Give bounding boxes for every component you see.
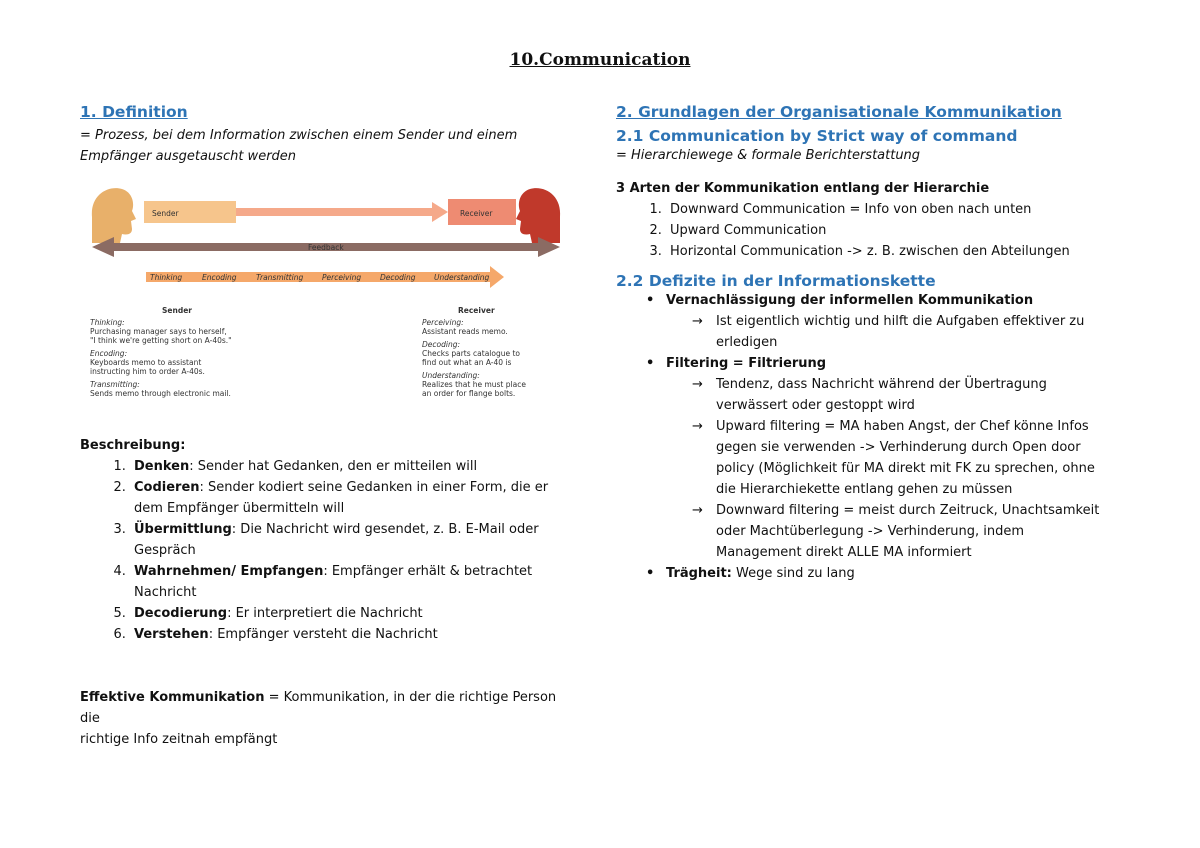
sender-label: Sender bbox=[152, 209, 179, 218]
bullet-icon: • bbox=[646, 293, 655, 308]
receiver-note-understanding-1: Realizes that he must place bbox=[422, 380, 526, 389]
page-title: 10.Communication bbox=[509, 50, 691, 70]
sender-note-encoding-label: Encoding: bbox=[90, 349, 128, 358]
arten-list bbox=[616, 199, 1116, 262]
sender-note-encoding-1: Keyboards memo to assistant bbox=[90, 358, 202, 367]
receiver-label: Receiver bbox=[460, 209, 493, 218]
list-item: 1. Denken: Sender hat Gedanken, den er mitteilen will bbox=[130, 456, 580, 477]
step-transmitting: Transmitting bbox=[256, 273, 304, 282]
receiver-note-decoding-label: Decoding: bbox=[422, 340, 460, 349]
receiver-note-perceiving-1: Assistant reads memo. bbox=[422, 327, 508, 336]
arrow-item-cont: policy (Möglichkeit für MA direkt mit FK zu sprechen, ohne bbox=[716, 461, 1095, 476]
arrow-item: → Tendenz, dass Nachricht während der Übertragung bbox=[616, 374, 1116, 395]
beschreibung-heading: Beschreibung: bbox=[80, 438, 186, 453]
list-item: 1. Downward Communication = Info von oben nach unten bbox=[666, 199, 1116, 220]
list-item: 2. Upward Communication bbox=[666, 220, 1116, 241]
list-item: 6. Verstehen: Empfänger versteht die Nachricht bbox=[130, 624, 580, 645]
strict-command-heading: 2.1 Communication by Strict way of command bbox=[616, 127, 1018, 145]
list-item: 3. Horizontal Communication -> z. B. zwischen den Abteilungen bbox=[666, 241, 1116, 262]
bullet-informelle: • Vernachlässigung der informellen Kommunikation bbox=[616, 290, 1116, 311]
arrow-item-cont: oder Machtüberlegung -> Verhinderung, indem bbox=[716, 524, 1025, 539]
list-item: 2. Codieren: Sender kodiert seine Gedanken in einer Form, die er dem Empfänger übermitteln will bbox=[130, 477, 580, 519]
sender-note-encoding-2: instructing him to order A-40s. bbox=[90, 367, 205, 376]
sender-note-thinking-1: Purchasing manager says to herself, bbox=[90, 327, 227, 336]
bullet-icon: • bbox=[646, 356, 655, 371]
receiver-note-understanding-2: an order for flange bolts. bbox=[422, 389, 516, 398]
receiver-heading: Receiver bbox=[458, 306, 495, 315]
communication-process-diagram bbox=[80, 177, 570, 427]
grundlagen-heading: 2. Grundlagen der Organisationale Kommunikation bbox=[616, 103, 1062, 121]
bullet-filtering: • Filtering = Filtrierung bbox=[616, 353, 1116, 374]
arrow-item-cont: erledigen bbox=[716, 335, 778, 350]
arrow-right-icon: → bbox=[692, 377, 703, 392]
arrow-item-cont: gegen sie verwenden -> Verhinderung durch Open door bbox=[716, 440, 1081, 455]
step-perceiving: Perceiving bbox=[322, 273, 362, 282]
list-item: 3. Übermittlung: Die Nachricht wird gesendet, z. B. E-Mail oder Gespräch bbox=[130, 519, 580, 561]
arrow-item: → Downward filtering = meist durch Zeitruck, Unachtsamkeit bbox=[616, 500, 1116, 521]
sender-note-transmitting-label: Transmitting: bbox=[90, 380, 140, 389]
receiver-note-decoding-2: find out what an A-40 is bbox=[422, 358, 512, 367]
sender-arrow bbox=[236, 202, 448, 222]
step-understanding: Understanding bbox=[434, 273, 490, 282]
definition-text-1: = Prozess, bei dem Information zwischen einem Sender und einem bbox=[80, 128, 518, 143]
arrow-item: → Upward filtering = MA haben Angst, der Chef könne Infos bbox=[616, 416, 1116, 437]
step-decoding: Decoding bbox=[380, 273, 416, 282]
sender-head-icon bbox=[92, 188, 136, 243]
sender-note-thinking-2: "I think we're getting short on A-40s." bbox=[90, 336, 232, 345]
bullet-icon: • bbox=[646, 566, 655, 581]
effektive-kommunikation: Effektive Kommunikation = Kommunikation, in der die richtige Person die bbox=[80, 690, 557, 726]
arrow-item-cont: Management direkt ALLE MA informiert bbox=[716, 545, 972, 560]
sender-note-transmitting-1: Sends memo through electronic mail. bbox=[90, 389, 231, 398]
defizite-heading: 2.2 Defizite in der Informationskette bbox=[616, 272, 936, 290]
receiver-note-understanding-label: Understanding: bbox=[422, 371, 480, 380]
list-item: 5. Decodierung: Er interpretiert die Nachricht bbox=[130, 603, 580, 624]
diagram-svg bbox=[80, 177, 570, 427]
strict-command-text: = Hierarchiewege & formale Berichterstattung bbox=[616, 148, 921, 163]
step-thinking: Thinking bbox=[150, 273, 183, 282]
receiver-head-icon bbox=[516, 188, 560, 243]
list-item: 4. Wahrnehmen/ Empfangen: Empfänger erhält & betrachtet Nachricht bbox=[130, 561, 580, 603]
definition-text-2: Empfänger ausgetauscht werden bbox=[80, 149, 297, 164]
step-encoding: Encoding bbox=[202, 273, 237, 282]
arten-heading: 3 Arten der Kommunikation entlang der Hierarchie bbox=[616, 181, 990, 196]
steps-list bbox=[80, 456, 580, 645]
sender-note-thinking-label: Thinking: bbox=[90, 318, 125, 327]
receiver-note-perceiving-label: Perceiving: bbox=[422, 318, 464, 327]
left-column bbox=[80, 103, 580, 750]
right-column bbox=[616, 103, 1116, 584]
arrow-item: → Ist eigentlich wichtig und hilft die Aufgaben effektiver zu bbox=[616, 311, 1116, 332]
definition-heading: 1. Definition bbox=[80, 103, 188, 121]
arrow-right-icon: → bbox=[692, 503, 703, 518]
arrow-right-icon: → bbox=[692, 314, 703, 329]
sender-heading: Sender bbox=[162, 306, 192, 315]
receiver-note-decoding-1: Checks parts catalogue to bbox=[422, 349, 521, 358]
arrow-right-icon: → bbox=[692, 419, 703, 434]
effektive-kommunikation-2: richtige Info zeitnah empfängt bbox=[80, 732, 278, 747]
arrow-item-cont: verwässert oder gestoppt wird bbox=[716, 398, 915, 413]
bullet-traegheit: • Trägheit: Wege sind zu lang bbox=[616, 563, 1116, 584]
feedback-label: Feedback bbox=[308, 243, 344, 252]
arrow-item-cont: die Hierarchiekette entlang gehen zu müssen bbox=[716, 482, 1013, 497]
